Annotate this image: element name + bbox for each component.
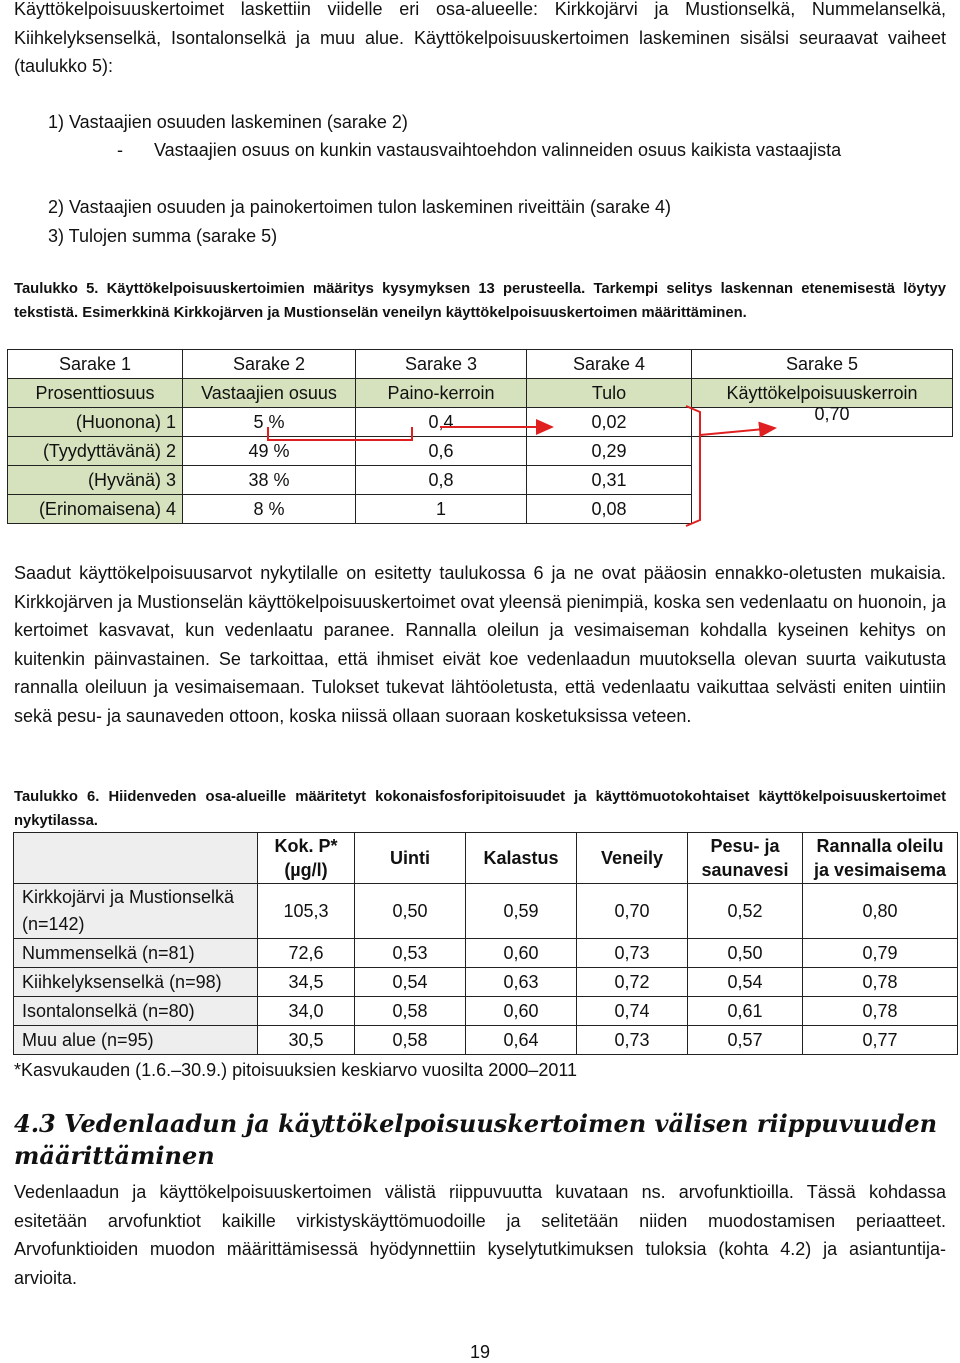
- table6-header-cell: Uinti: [355, 833, 466, 884]
- step-1-sub: Vastaajien osuus on kunkin vastausvaihtoehdon valinneiden osuus kaikista vastaajista: [154, 140, 842, 160]
- table6-header-cell: Kok. P* (µg/l): [258, 833, 355, 884]
- table6-cell: 0,52: [688, 884, 803, 939]
- table6-name-cell: Kirkkojärvi ja Mustionselkä (n=142): [14, 884, 258, 939]
- table5-result: 0,70: [814, 404, 850, 424]
- table5-cell: 0,6: [356, 437, 527, 466]
- table5-header-cell: Sarake 4: [527, 350, 692, 379]
- table5-subheader-cell: Tulo: [527, 379, 692, 408]
- table6-cell: 72,6: [258, 939, 355, 968]
- table6-cell: 0,58: [355, 1026, 466, 1055]
- table5-header-cell: Sarake 3: [356, 350, 527, 379]
- table5-cell: (Tyydyttävänä) 2: [8, 437, 183, 466]
- table6-cell: 0,60: [466, 939, 577, 968]
- step-2: 2) Vastaajien osuuden ja painokertoimen tulon laskeminen riveittäin (sarake 4): [48, 197, 672, 217]
- table5-cell: 0,4: [356, 408, 527, 437]
- table6-cell: 0,78: [803, 997, 958, 1026]
- table5-cell: 8 %: [183, 495, 356, 524]
- table5-header-cell: Sarake 2: [183, 350, 356, 379]
- table6-header-cell: Veneily: [577, 833, 688, 884]
- table5-subheader-cell: Vastaajien osuus: [183, 379, 356, 408]
- table6-header-cell: Kalastus: [466, 833, 577, 884]
- table6-name-cell: Muu alue (n=95): [14, 1026, 258, 1055]
- table6-row: [14, 1026, 958, 1055]
- table6-cell: 0,77: [803, 1026, 958, 1055]
- table6: [13, 832, 958, 1055]
- table6-row: [14, 997, 958, 1026]
- table6-cell: 105,3: [258, 884, 355, 939]
- table6-cell: 0,58: [355, 997, 466, 1026]
- table6-cell: 0,50: [355, 884, 466, 939]
- arrow-products-to-sum: [686, 406, 700, 526]
- table5-cell: 5 %: [183, 408, 356, 437]
- table6-footnote: *Kasvukauden (1.6.–30.9.) pitoisuuksien keskiarvo vuosilta 2000–2011: [14, 1060, 578, 1080]
- table6-cell: 0,74: [577, 997, 688, 1026]
- table6-cell: 0,61: [688, 997, 803, 1026]
- table6-cell: 0,59: [466, 884, 577, 939]
- table6-cell: 0,72: [577, 968, 688, 997]
- table6-cell: 0,73: [577, 1026, 688, 1055]
- table5-header-cell: Sarake 5: [692, 350, 953, 379]
- table6-name-cell: Kiihkelyksenselkä (n=98): [14, 968, 258, 997]
- table5-cell: 38 %: [183, 466, 356, 495]
- table6-cell: 0,53: [355, 939, 466, 968]
- table6-cell: 0,50: [688, 939, 803, 968]
- table6-header-cell: Rannalla oleilu ja vesimaisema: [803, 833, 958, 884]
- table5-subheader-cell: Prosenttiosuus: [8, 379, 183, 408]
- table6-cell: 0,79: [803, 939, 958, 968]
- table6-cell: 0,54: [688, 968, 803, 997]
- table6-cell: 34,5: [258, 968, 355, 997]
- table5-cell: (Hyvänä) 3: [8, 466, 183, 495]
- step-1-dash: -: [117, 140, 123, 160]
- table6-header-cell: Pesu- ja saunavesi: [688, 833, 803, 884]
- table6-cell: 0,78: [803, 968, 958, 997]
- table6-corner-cell: [14, 833, 258, 884]
- table6-cell: 0,60: [466, 997, 577, 1026]
- table6-cell: 34,0: [258, 997, 355, 1026]
- table5-header-cell: Sarake 1: [8, 350, 183, 379]
- table6-cell: 0,80: [803, 884, 958, 939]
- section-heading: 4.3 Vedenlaadun ja käyttökelpoisuuskertoimen välisen riippuvuuden määrittäminen: [14, 1109, 938, 1170]
- section-paragraph: Vedenlaadun ja käyttökelpoisuuskertoimen välistä riippuvuutta kuvataan ns. arvofunktioilla. Tässä kohdassa esitetään arvofunktiot kaikille virkistyskäyttömuodoille ja selitetään niiden muodostamisen periaatteet. Arvofunktioiden muodon määrittämisessä hyödynnettiin kyselytutkimuksen tuloksia (kohta 4.2) ja asiantuntija-arvioita.: [14, 1182, 946, 1288]
- step-3: 3) Tulojen summa (sarake 5): [48, 226, 278, 246]
- arrow-sum-to-result: [700, 428, 775, 435]
- table5-cell: 0,29: [527, 437, 692, 466]
- table5-cell: (Erinomaisena) 4: [8, 495, 183, 524]
- table6-row: [14, 939, 958, 968]
- table5-subheader-cell: Paino-kerroin: [356, 379, 527, 408]
- table6-cell: 0,54: [355, 968, 466, 997]
- table5-cell: 0,31: [527, 466, 692, 495]
- table5-cell: 1: [356, 495, 527, 524]
- table6-name-cell: Nummenselkä (n=81): [14, 939, 258, 968]
- table6-cell: 0,63: [466, 968, 577, 997]
- table5-subheader-cell: Käyttökelpoisuuskerroin: [692, 379, 953, 408]
- table5-cell: 0,8: [356, 466, 527, 495]
- table6-caption: Taulukko 6. Hiidenveden osa-alueille määritetyt kokonaisfosforipitoisuudet ja käyttömuotokohtaiset käyttökelpoisuuskertoimet nykytilassa.: [14, 789, 946, 829]
- table6-cell: 30,5: [258, 1026, 355, 1055]
- table6-row: [14, 968, 958, 997]
- table6-header-row: [14, 833, 958, 884]
- table6-cell: 0,57: [688, 1026, 803, 1055]
- table6-cell: 0,64: [466, 1026, 577, 1055]
- page-number: 19: [469, 1342, 491, 1362]
- table5-cell: 49 %: [183, 437, 356, 466]
- table5-cell: 0,08: [527, 495, 692, 524]
- table6-row: [14, 884, 958, 939]
- intro-paragraph: Käyttökelpoisuuskertoimet laskettiin viidelle eri osa-alueelle: Kirkkojärvi ja Mustionselkä, Nummelanselkä, Kiihkelyksenselkä, Isontalonselkä ja muu alue. Käyttökelpoisuuskertoimen laskeminen sisälsi seuraavat vaiheet (taulukko 5):: [14, 0, 946, 76]
- table6-cell: 0,70: [577, 884, 688, 939]
- arrow-share-to-product: [268, 427, 412, 440]
- table5-caption: Taulukko 5. Käyttökelpoisuuskertoimien määritys kysymyksen 13 perusteella. Tarkempi selitys laskennan etenemisestä löytyy tekstistä. Esimerkkinä Kirkkojärven ja Mustionselän veneilyn käyttökelpoisuuskertoimen määrittäminen.: [14, 281, 946, 321]
- table6-name-cell: Isontalonselkä (n=80): [14, 997, 258, 1026]
- step-1: 1) Vastaajien osuuden laskeminen (sarake 2): [48, 112, 408, 132]
- table6-cell: 0,73: [577, 939, 688, 968]
- middle-paragraph: Saadut käyttökelpoisuusarvot nykytilalle on esitetty taulukossa 6 ja ne ovat pääosin ennakko-oletusten mukaisia. Kirkkojärven ja Mustionselän käyttökelpoisuuskertoimet ovat yleensä pienimpiä, koska sen vedenlaatu on huonoin, ja kertoimet kasvavat, kun vedenlaatu paranee. Rannalla oleilun ja vesimaiseman kohdalla kyseinen kehitys on kuitenkin päinvastainen. Se tarkoittaa, että ihmiset eivät koe vedenlaadun muutoksella olevan suurta vaikutusta rannalla oleiluun ja vesimaisemaan. Tulokset tukevat lähtöoletusta, että vedenlaatu vaikuttaa selvästi eniten uintiin sekä pesu- ja saunaveden ottoon, koska niissä ollaan suoraan kosketuksissa veteen.: [14, 563, 946, 726]
- table5-cell: (Huonona) 1: [8, 408, 183, 437]
- table5-cell: 0,02: [527, 408, 692, 437]
